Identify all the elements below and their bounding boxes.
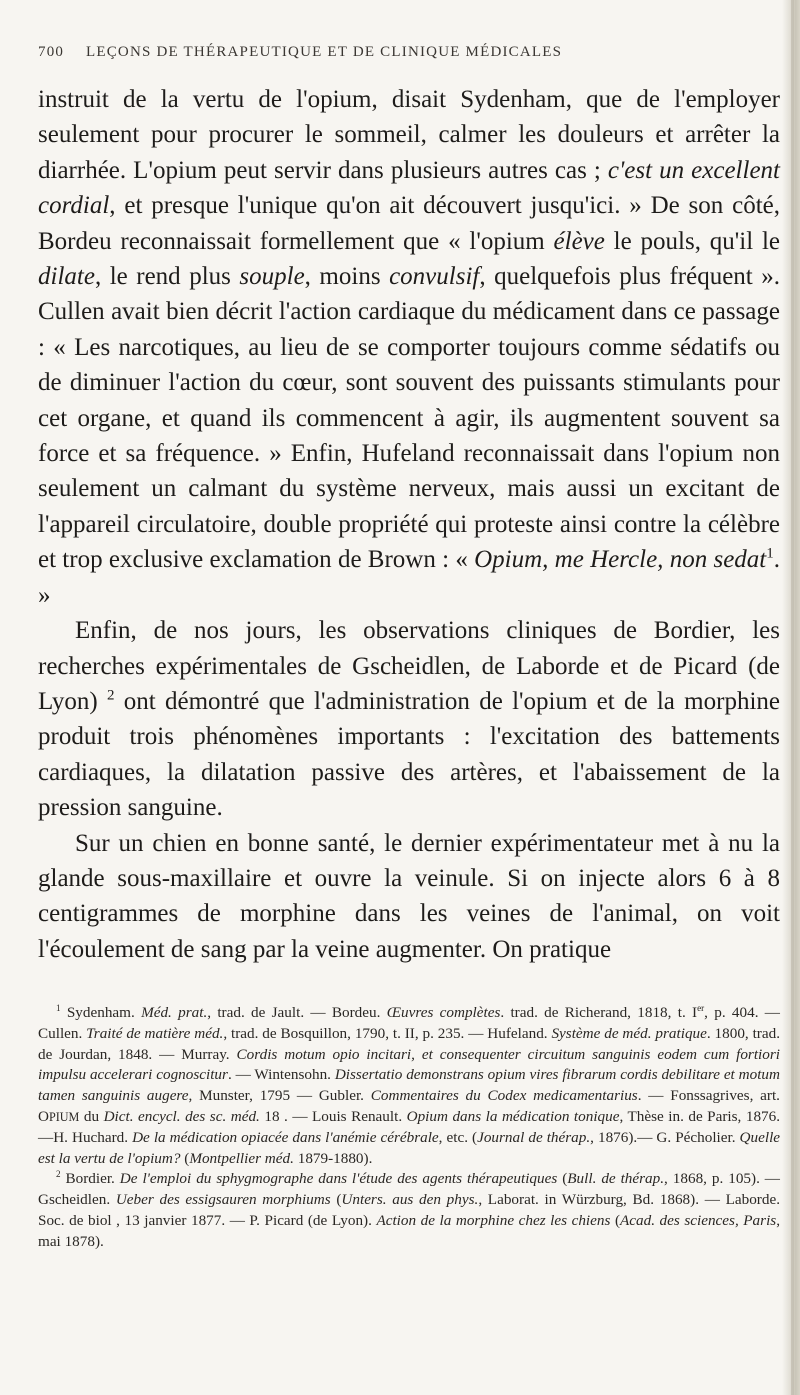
text-run: , Munster, 1795 — Gubler. <box>188 1087 371 1105</box>
text-run: Sydenham. <box>60 1004 142 1021</box>
italic-run: souple <box>239 263 305 291</box>
text-run: . » <box>38 546 780 609</box>
text-run: . 1800, trad. de Jourdan, 1848. — Murray. <box>38 1024 780 1063</box>
italic-run: Ueber des essigsauren morphiums <box>115 1191 331 1209</box>
text-run: ( <box>330 1191 342 1209</box>
text-run: , quelquefois plus fréquent ». Cullen avait bien décrit l'action cardiaque du médicament dans ce passage : « Les narcotiques, au lieu de se comporter toujours comme sédatifs ou de diminuer l'action du cœur, sont souvent des puissants stimulants pour cet organe, et quand ils commencent à agir, ils augmentent souvent sa force et sa fréquence. » Enfin, Hufeland reconnaissait dans l'opium non seulement un calmant du système nerveux, mais aussi un excitant de l'appareil circulatoire, double propriété qui proteste ainsi contre la célèbre et trop exclusive exclamation de Brown : « <box>38 263 781 574</box>
italic-run: Quelle est la vertu de l'opium? <box>38 1128 781 1167</box>
text-run: , et presque l'unique qu'on ait découvert jusqu'ici. » De son côté, Bordeu reconnaissait formellement que « l'opium <box>38 192 780 255</box>
text-run: , trad. de Bosquillon, 1790, t. II, p. 235. — Hufeland. <box>223 1024 552 1042</box>
text-run: , Laborat. in Würzburg, Bd. 1868). — Laborde. Soc. de biol , 13 janvier 1877. — P. Picard (de Lyon). <box>38 1191 780 1229</box>
italic-run: Bull. de thérap. <box>567 1170 665 1188</box>
italic-run: Cordis motum opio incitari, et consequenter circuitum sanguinis eodem cum fortiori impulsu accelerari cognoscitur <box>38 1045 780 1084</box>
text-run: , etc. ( <box>438 1128 478 1146</box>
text-run: 18 . — Louis Renault. <box>259 1107 407 1125</box>
footnotes <box>38 1003 780 1253</box>
italic-run: Opium, me Hercle, non sedat <box>474 546 767 574</box>
text-run: Enfin, de nos jours, les observations cliniques de Bordier, les recherches expérimentales de Gscheidlen, de Laborde et de Picard (de Lyon) <box>38 617 780 715</box>
italic-run: Acad. des sciences, Paris <box>620 1211 777 1229</box>
text-run: , mai 1878). <box>38 1211 780 1250</box>
text-run: du <box>79 1107 104 1125</box>
italic-run: Journal de thérap. <box>477 1128 591 1146</box>
italic-run: Commentaires du Codex medicamentarius <box>370 1087 638 1105</box>
footnote-ref-2: 2 <box>107 687 115 704</box>
running-head: LEÇONS DE THÉRAPEUTIQUE ET DE CLINIQUE MÉDICALES <box>86 44 563 60</box>
footnote-marker: 2 <box>56 1169 61 1180</box>
text-run: . — Fonssagrives, art. O <box>38 1087 780 1125</box>
text-run: , Thèse in. de Paris, 1876.—H. Huchard. <box>38 1107 781 1146</box>
text-run: , 1868, p. 105). — Gscheidlen. <box>38 1170 780 1209</box>
page-header <box>38 44 778 70</box>
paragraph-2 <box>38 613 780 825</box>
text-run: Bordier. <box>60 1170 120 1188</box>
footnote-1 <box>38 1003 780 1169</box>
italic-run: convulsif <box>389 263 480 291</box>
italic-run: Méd. prat. <box>141 1004 208 1021</box>
text-run: , moins <box>304 263 390 291</box>
footnote-marker: 1 <box>56 1002 61 1013</box>
text-run: le pouls, qu'il le <box>604 227 780 255</box>
text-run: , le rend plus <box>94 263 240 291</box>
italic-run: c'est un excellent cordial <box>38 156 780 220</box>
italic-run: Œuvres complètes <box>386 1004 501 1021</box>
text-run: , 1876).— G. Pécholier. <box>590 1128 740 1146</box>
text-run: ( <box>610 1211 620 1229</box>
italic-run: élève <box>553 227 605 255</box>
italic-run: Action de la morphine chez les chiens <box>376 1211 611 1229</box>
paragraph-1 <box>38 82 780 613</box>
text-run: ( <box>557 1170 568 1188</box>
text-run: . — Wintensohn. <box>227 1066 335 1084</box>
small-caps-run: PIUM <box>48 1109 80 1124</box>
italic-run: Dissertatio demonstrans opium vires fibrarum cordis debilitare et motum tamen sanguinis augere <box>38 1066 780 1105</box>
italic-run: De l'emploi du sphygmographe dans l'étude des agents thérapeutiques <box>119 1170 558 1188</box>
italic-run: Traité de matière méd. <box>86 1024 224 1042</box>
text-run: 1879-1880). <box>293 1149 373 1167</box>
page-number: 700 <box>38 44 65 60</box>
ordinal-suffix: er <box>697 1002 705 1013</box>
main-text <box>38 82 780 967</box>
italic-run: De la médication opiacée dans l'anémie cérébrale <box>132 1128 439 1146</box>
paragraph-3: Sur un chien en bonne santé, le dernier expérimentateur met à nu la glande sous-maxillaire et ouvre la veinule. Si on injecte alors 6 à 8 centigrammes de morphine dans les veines de l'animal, on voit l'écoulement de sang par la veine augmenter. On pratique <box>38 829 780 963</box>
italic-run: Dict. encycl. des sc. méd. <box>103 1107 260 1125</box>
italic-run: Montpellier méd. <box>189 1149 294 1167</box>
footnote-ref-1: 1 <box>766 545 774 562</box>
text-run: ont démontré que l'administration de l'opium et de la morphine produit trois phénomènes importants : l'excitation des battements cardiaques, la dilatation passive des artères, et l'abaissement de la pression sanguine. <box>38 687 780 822</box>
italic-run: Système de méd. pratique <box>551 1024 707 1042</box>
italic-run: Opium dans la médication tonique <box>406 1107 620 1125</box>
text-run: , p. 404. — Cullen. <box>38 1004 780 1042</box>
italic-run: Unters. aus den phys. <box>341 1191 479 1209</box>
text-run: instruit de la vertu de l'opium, disait Sydenham, que de l'employer seulement pour procurer le sommeil, calmer les douleurs et arrêter la diarrhée. L'opium peut servir dans plusieurs autres cas ; <box>38 86 780 184</box>
page-edge-line <box>791 0 794 1395</box>
text-run: , trad. de Jault. — Bordeu. <box>207 1004 387 1021</box>
footnote-2 <box>38 1169 780 1252</box>
italic-run: dilate <box>38 263 95 291</box>
text-run: ( <box>180 1149 190 1167</box>
text-run: . trad. de Richerand, 1818, t. I <box>500 1004 698 1021</box>
